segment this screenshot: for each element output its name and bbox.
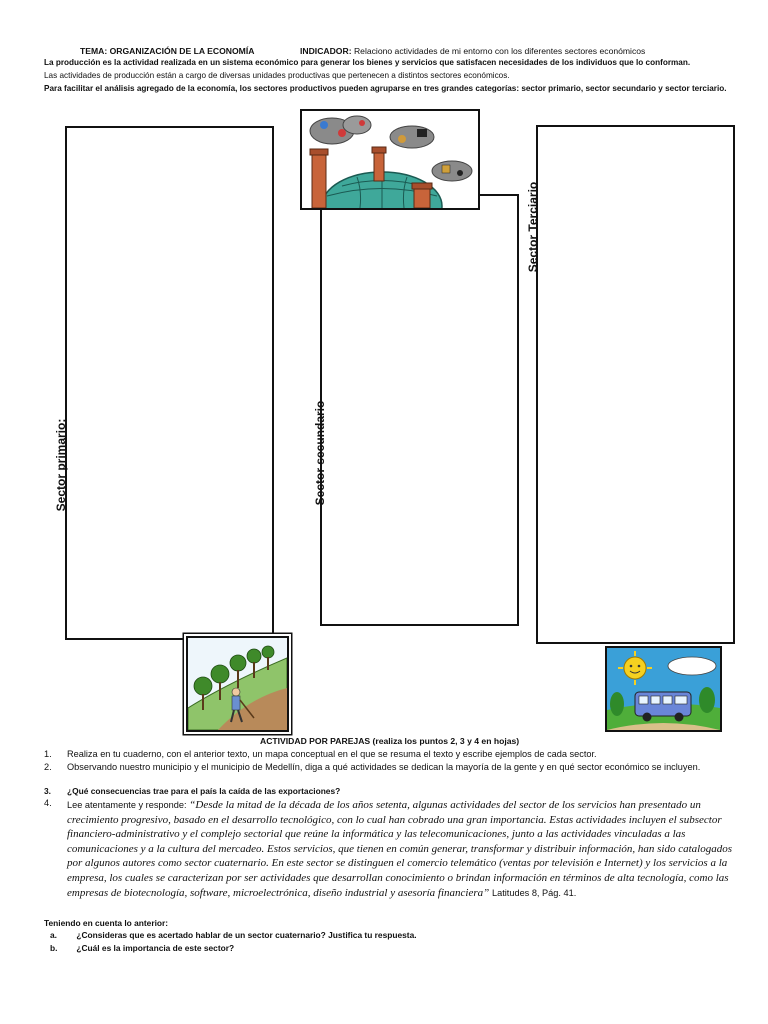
quote-text: “Desde la mitad de la década de los años setenta, algunas actividades del sector de los servicios han presentado un crecimiento progresivo, basado en el desarrollo tecnológico, con lo cual han cobrado una gran importancia. Estas actividades incluyen el subsector financiero-administrativo y el complejo sectorial que reúne la informática y las telecomunicaciones, junto a las actividades vinculadas a las comunicaciones y a la cultura del mercadeo. Estos servicios, que tienen en común generar, transformar y distribuir información, han sido catalogados por algunos autores como sector cuaternario. En este sector se distinguen el comercio telemático (ventas por televisión e Internet) y los servicios a la empresa, los cuales se caracterizan por ser actividades que desarrollan conocimiento o brindan información en términos de alta tecnología, como las empresas de biotecnología, software, microelectrónica, diseño industrial y asesoría financiera” <box>67 799 733 899</box>
factory-pollution-icon <box>302 111 478 208</box>
item-4-prompt: Lee atentamente y responde: <box>67 800 187 810</box>
sector-primario-box[interactable] <box>65 126 274 640</box>
intro-line-2: Las actividades de producción están a cargo de diversas unidades productivas que pertenecen a distintos sectores económicos. <box>44 71 510 80</box>
intro-line-3: Para facilitar el análisis agregado de la economía, los sectores productivos pueden agruparse en tres grandes categorías: sector primario, sector secundario y sector terciario. <box>44 84 727 93</box>
question-b: b. ¿Cuál es la importancia de este sector? <box>50 943 235 953</box>
list-item: 3. ¿Qué consecuencias trae para el país la caída de las exportaciones? <box>44 786 341 796</box>
tema-title: TEMA: ORGANIZACIÓN DE LA ECONOMÍA <box>80 46 255 56</box>
farmer-illustration <box>186 636 289 732</box>
sector-secundario-label: Sector secundario <box>313 400 327 506</box>
followup-label: Teniendo en cuenta lo anterior: <box>44 918 169 928</box>
list-item: 1. Realiza en tu cuaderno, con el anterior texto, un mapa conceptual en el que se resuma el texto y escribe ejemplos de cada sector. <box>44 749 597 759</box>
factory-illustration <box>300 109 480 210</box>
list-item-quote: 4. Lee atentamente y responde: “Desde la mitad de la década de los años setenta, algunas actividades del sector de los servicios han presentado un crecimiento progresivo, basado en el desarrollo tecnológico, con lo cual han cobrado una gran importancia. Estas actividades incluyen el subsector financiero-administrativo y el complejo sectorial que reúne la informática y las telecomunicaciones, junto a las actividades vinculadas a las comunicaciones y a la cultura del mercadeo. Estos servicios, que tienen en común generar, transformar y distribuir información, han sido catalogados por algunos autores como sector cuaternario. En este sector se distinguen el comercio telemático (ventas por televisión e Internet) y los servicios a la empresa, los cuales se caracterizan por ser actividades que desarrollan conocimiento o brindan información en términos de alta tecnología, como las empresas de biotecnología, software, microelectrónica, diseño industrial y asesoría financiera” Latitudes 8, Pág. 41. <box>44 798 733 899</box>
sector-secundario-box[interactable] <box>320 194 519 626</box>
indicador <box>300 46 730 57</box>
sector-terciario-box[interactable] <box>536 125 735 644</box>
intro-line-1: La producción es la actividad realizada en un sistema económico para generar los bienes y servicios que satisfacen necesidades de los individuos que lo conforman. <box>44 58 691 67</box>
farmer-hillside-icon <box>188 638 287 730</box>
sector-terciario-label: Sector Terciario <box>526 181 540 273</box>
list-item: 2. Observando nuestro municipio y el municipio de Medellín, diga a qué actividades se dedican la mayoría de la gente y en qué sector económico se incluyen. <box>44 762 701 772</box>
indicador-label: INDICADOR: <box>300 46 352 56</box>
bus-illustration <box>605 646 722 732</box>
indicador-text: Relaciono actividades de mi entorno con los diferentes sectores económicos <box>353 46 646 56</box>
sector-primario-label: Sector primario: <box>54 418 68 512</box>
quote-citation: Latitudes 8, Pág. 41. <box>491 887 577 898</box>
question-a: a. ¿Consideras que es acertado hablar de un sector cuaternario? Justifica tu respuesta. <box>50 930 417 940</box>
activity-title: ACTIVIDAD POR PAREJAS (realiza los puntos 2, 3 y 4 en hojas) <box>260 736 520 746</box>
bus-sun-icon <box>607 648 720 730</box>
quote-block <box>67 798 734 900</box>
